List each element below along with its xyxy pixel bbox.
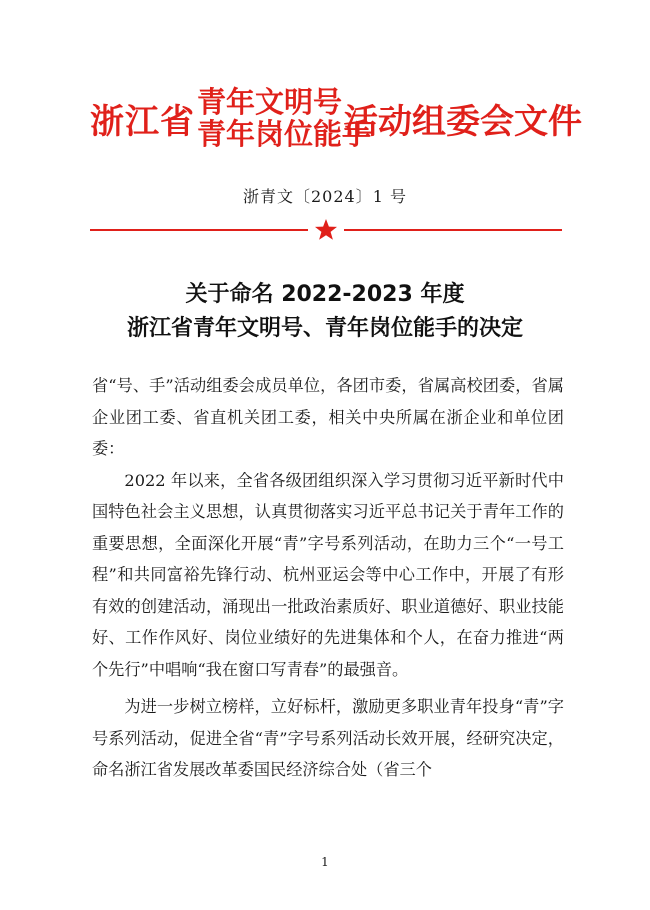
document-title	[0, 278, 650, 346]
document-body	[92, 370, 564, 786]
paragraph-2: 为进一步树立榜样，立好标杆，激励更多职业青年投身“青”字号系列活动，促进全省“青”字号系列活动长效开展，经研究决定，命名浙江省发展改革委国民经济综合处（省三个	[92, 697, 564, 779]
title-line-1: 关于命名 2022-2023 年度	[185, 282, 465, 307]
salutation: 省“号、手”活动组委会成员单位，各团市委，省属高校团委，省属企业团工委、省直机关团工委，相关中央所属在浙企业和单位团委：	[92, 376, 564, 458]
divider-line-right	[344, 229, 562, 231]
letterhead-stack-top: 青年文明号	[197, 85, 343, 119]
divider-line-left	[90, 229, 308, 231]
page-number: 1	[321, 855, 329, 869]
letterhead	[90, 84, 582, 156]
paragraph-1: 2022 年以来，全省各级团组织深入学习贯彻习近平新时代中国特色社会主义思想，认真贯彻落实习近平总书记关于青年工作的重要思想，全面深化开展“青”字号系列活动，在助力三个“一号工程”和共同富裕先锋行动、杭州亚运会等中心工作中，开展了有形有效的创建活动，涌现出一批政治素质好、职业道德好、职业技能好、工作作风好、岗位业绩好的先进集体和个人，在奋力推进“两个先行”中唱响“我在窗口写青春”的最强音。	[92, 470, 564, 679]
letterhead-province: 浙江省	[90, 102, 195, 142]
letterhead-stack-bottom: 青年岗位能手	[197, 117, 372, 151]
letterhead-committee: 活动组委会文件	[344, 102, 582, 142]
document-number: 浙青文〔2024〕1 号	[243, 187, 407, 206]
title-line-2: 浙江省青年文明号、青年岗位能手的决定	[126, 316, 523, 341]
red-divider	[90, 219, 562, 241]
letterhead-stack	[197, 85, 372, 151]
star-icon	[314, 218, 338, 242]
